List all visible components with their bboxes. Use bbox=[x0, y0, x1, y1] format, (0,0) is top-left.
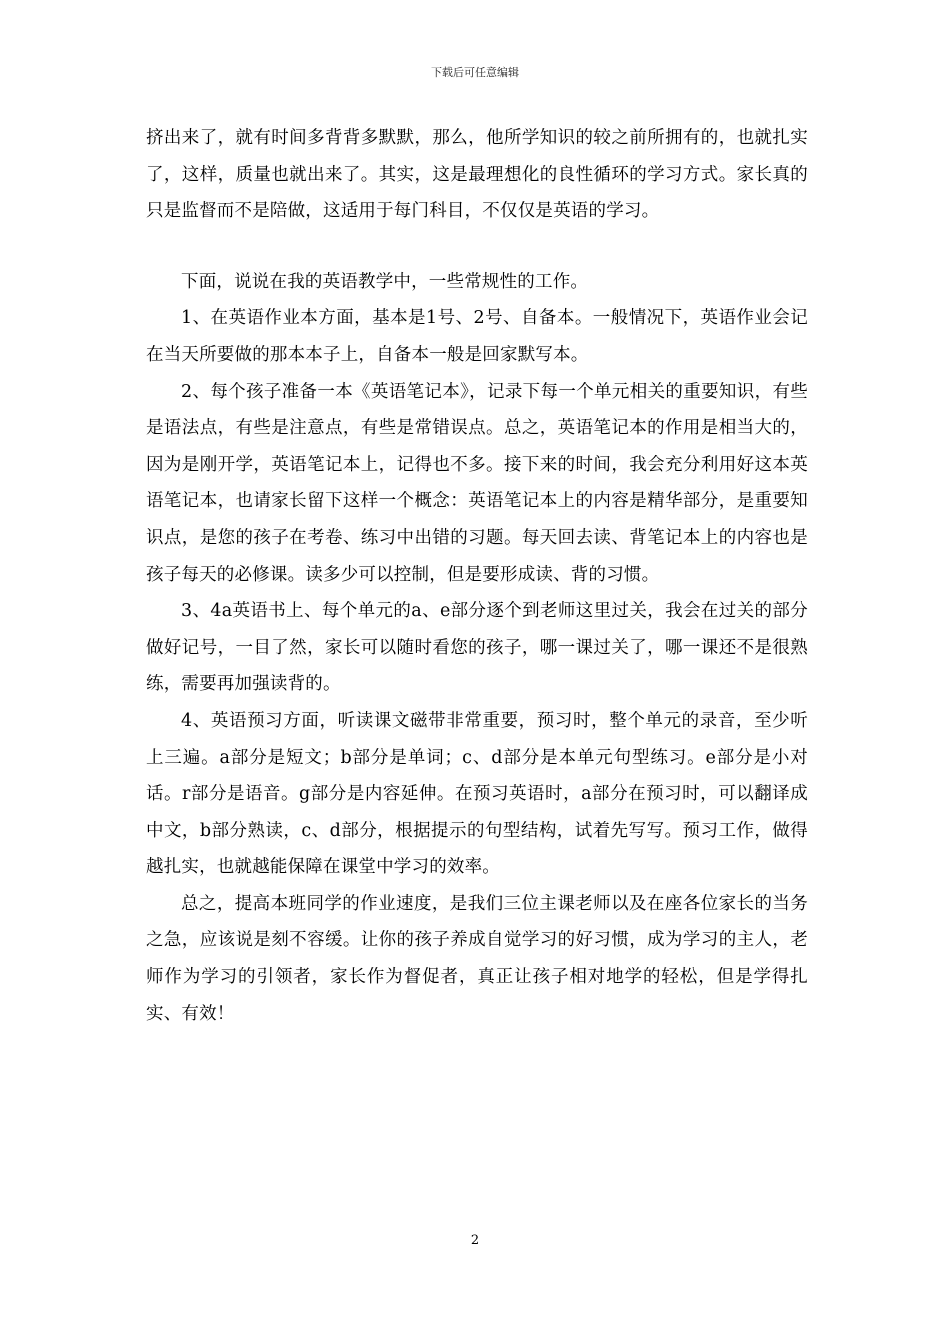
paragraph-conclusion: 总之，提高本班同学的作业速度，是我们三位主课老师以及在座各位家长的当务之急，应该说是刻不容缓。让你的孩子养成自觉学习的好习惯，成为学习的主人，老师作为学习的引领者，家长作为督促者，真正让孩子相对地学的轻松，但是学得扎实、有效！ bbox=[146, 893, 808, 1024]
page-number: 2 bbox=[470, 1233, 480, 1248]
paragraph-item-4: 4、英语预习方面，听读课文磁带非常重要，预习时，整个单元的录音，至少听上三遍。a部分是短文；b部分是单词；c、d部分是本单元句型练习。e部分是小对话。r部分是语音。g部分是内容延伸。在预习英语时，a部分在预习时，可以翻译成中文，b部分熟读，c、d部分，根据提示的句型结构，试着先写写。预习工作，做得越扎实，也就越能保障在课堂中学习的效率。 bbox=[146, 710, 808, 878]
paragraph-item-3: 3、4a英语书上、每个单元的a、e部分逐个到老师这里过关，我会在过关的部分做好记号，一目了然，家长可以随时看您的孩子，哪一课过关了，哪一课还不是很熟练，需要再加强读背的。 bbox=[146, 601, 808, 695]
paragraph-continuation: 挤出来了，就有时间多背背多默默，那么，他所学知识的较之前所拥有的，也就扎实了，这样，质量也就出来了。其实，这是最理想化的良性循环的学习方式。家长真的只是监督而不是陪做，这适用于每门科目，不仅仅是英语的学习。 bbox=[146, 128, 808, 222]
document-body bbox=[146, 120, 808, 1032]
paragraph-intro: 下面，说说在我的英语教学中，一些常规性的工作。 bbox=[181, 271, 589, 292]
paragraph-item-2: 2、每个孩子准备一本《英语笔记本》，记录下每一个单元相关的重要知识，有些是语法点，有些是注意点，有些是常错误点。总之，英语笔记本的作用是相当大的，因为是刚开学，英语笔记本上，记得也不多。接下来的时间，我会充分利用好这本英语笔记本，也请家长留下这样一个概念：英语笔记本上的内容是精华部分，是重要知识点，是您的孩子在考卷、练习中出错的习题。每天回去读、背笔记本上的内容也是孩子每天的必修课。读多少可以控制，但是要形成读、背的习惯。 bbox=[146, 381, 808, 585]
paragraph-item-1: 1、在英语作业本方面，基本是1号、2号、自备本。一般情况下，英语作业会记在当天所要做的那本本子上，自备本一般是回家默写本。 bbox=[146, 308, 808, 365]
page-header: 下载后可任意编辑 bbox=[431, 66, 519, 79]
